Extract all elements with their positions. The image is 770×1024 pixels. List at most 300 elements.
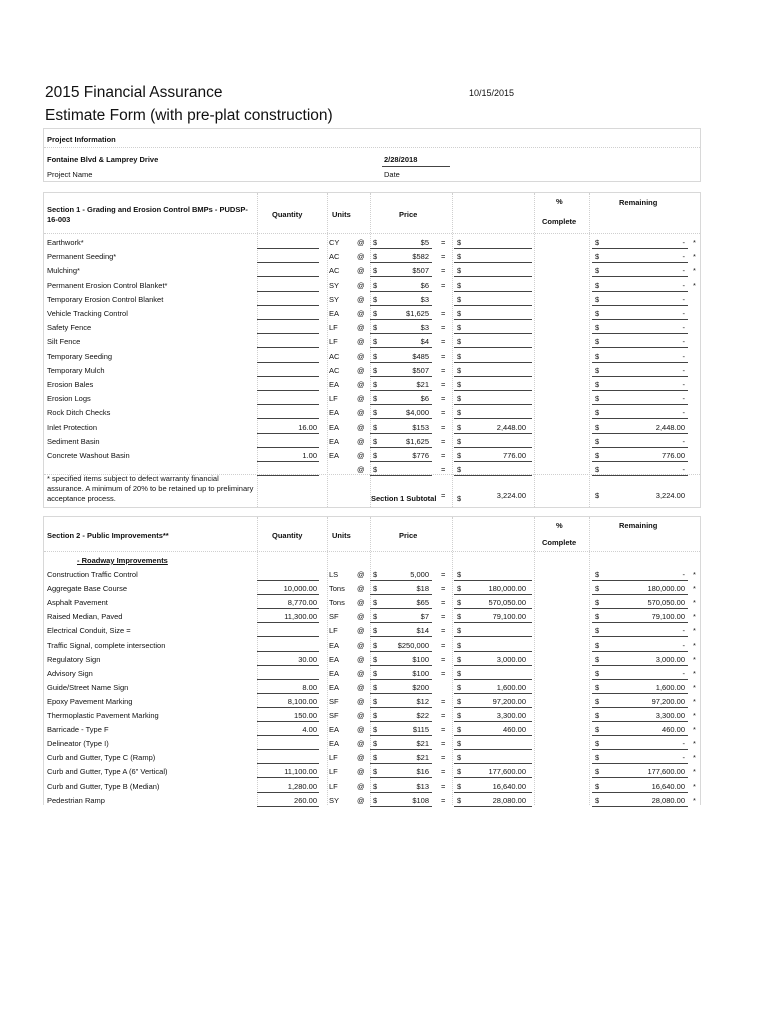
remaining-amount: -	[682, 238, 685, 247]
table-row	[44, 722, 700, 736]
remaining-dollar-sign: $	[595, 612, 600, 622]
line-total: 28,080.00	[492, 795, 526, 805]
total-dollar-sign: $	[457, 280, 462, 290]
unit-label: LF	[329, 781, 338, 791]
section-1-price-header: Price	[399, 210, 418, 219]
table-row	[44, 736, 700, 750]
underline	[454, 806, 532, 807]
equals-sign: =	[441, 725, 446, 735]
underline	[592, 806, 688, 807]
remaining-amount: -	[682, 394, 685, 404]
unit-price: $6	[420, 280, 429, 290]
unit-price: 5,000	[410, 570, 429, 579]
section-1-remaining-header: Remaining	[619, 198, 658, 207]
unit-price: $21	[416, 380, 429, 389]
remaining-amount: 97,200.00	[651, 696, 685, 706]
equals-sign: =	[441, 309, 446, 318]
at-symbol: @	[357, 640, 365, 650]
warranty-asterisk: *	[693, 753, 696, 763]
line-item-name: Thermoplastic Pavement Marking	[47, 711, 159, 720]
project-date-value[interactable]: 2/28/2018	[384, 155, 418, 164]
total-dollar-sign: $	[457, 739, 462, 749]
equals-sign: =	[441, 584, 446, 594]
remaining-dollar-sign: $	[595, 394, 600, 404]
unit-label: AC	[329, 252, 340, 262]
warranty-asterisk: *	[693, 654, 696, 664]
line-item-name: Traffic Signal, complete intersection	[47, 640, 166, 650]
equals-sign: =	[441, 739, 446, 749]
price-dollar-sign: $	[373, 238, 378, 247]
underline	[454, 475, 532, 476]
remaining-amount: -	[682, 753, 685, 763]
total-dollar-sign: $	[457, 294, 462, 304]
unit-price: $100	[412, 654, 429, 664]
table-row	[44, 334, 700, 348]
table-row	[44, 764, 700, 778]
price-dollar-sign: $	[373, 451, 378, 460]
section-2-percent-header: %	[556, 521, 563, 530]
project-name-value[interactable]: Fontaine Blvd & Lamprey Drive	[47, 155, 159, 164]
line-total: 460.00	[503, 725, 526, 735]
remaining-dollar-sign: $	[595, 795, 600, 805]
quantity-field[interactable]: 16.00	[298, 422, 317, 432]
total-dollar-sign: $	[457, 668, 462, 678]
remaining-dollar-sign: $	[595, 252, 600, 262]
remaining-dollar-sign: $	[595, 365, 600, 375]
at-symbol: @	[357, 668, 365, 678]
table-row	[44, 405, 700, 419]
price-dollar-sign: $	[373, 696, 378, 706]
line-item-name: Temporary Mulch	[47, 365, 105, 375]
table-row	[44, 235, 700, 249]
total-dollar-sign: $	[457, 584, 462, 594]
section-1-quantity-header: Quantity	[272, 210, 303, 219]
total-dollar-sign: $	[457, 640, 462, 650]
total-dollar-sign: $	[457, 465, 462, 475]
total-dollar-sign: $	[457, 252, 462, 262]
underline	[370, 806, 432, 807]
price-dollar-sign: $	[373, 351, 378, 361]
underline	[257, 475, 319, 476]
total-dollar-sign: $	[457, 682, 462, 692]
price-dollar-sign: $	[373, 612, 378, 622]
total-dollar-sign: $	[457, 408, 462, 418]
line-item-name: Advisory Sign	[47, 668, 93, 678]
at-symbol: @	[357, 266, 365, 276]
remaining-dollar-sign: $	[595, 337, 600, 347]
equals-sign: =	[441, 266, 446, 276]
line-item-name: Silt Fence	[47, 337, 81, 347]
unit-price: $12	[416, 696, 429, 706]
at-symbol: @	[357, 351, 365, 361]
price-dollar-sign: $	[373, 654, 378, 664]
table-row	[44, 595, 700, 609]
remaining-dollar-sign: $	[595, 696, 600, 706]
equals-sign: =	[441, 280, 446, 290]
table-row	[44, 377, 700, 391]
section-1-complete-header: Complete	[542, 217, 577, 226]
at-symbol: @	[357, 584, 365, 594]
total-dollar-sign: $	[457, 612, 462, 622]
at-symbol: @	[357, 739, 365, 749]
line-item-name: Sediment Basin	[47, 436, 100, 446]
table-row	[44, 638, 700, 652]
line-item-name: Inlet Protection	[47, 422, 98, 432]
line-total: 3,300.00	[496, 711, 526, 720]
table-row	[44, 363, 700, 377]
total-dollar-sign: $	[457, 753, 462, 763]
line-item-name: Safety Fence	[47, 323, 92, 333]
warranty-asterisk: *	[693, 266, 696, 276]
section-1-subtotal-remaining: 3,224.00	[655, 491, 685, 500]
remaining-amount: 460.00	[662, 725, 685, 735]
section-1-note: * specified items subject to defect warranty financial assurance. A minimum of 20% to be retained up to preliminary acceptance process.	[47, 474, 254, 503]
line-item-name: Asphalt Pavement	[47, 598, 108, 608]
section-2-complete-header: Complete	[542, 538, 577, 547]
quantity-field[interactable]: 260.00	[294, 795, 317, 805]
unit-price: $200	[412, 682, 429, 692]
price-dollar-sign: $	[373, 337, 378, 347]
table-row	[44, 434, 700, 448]
table-row	[44, 263, 700, 277]
table-row	[44, 448, 700, 462]
remaining-dollar-sign: $	[595, 451, 600, 460]
line-item-name: Concrete Washout Basin	[47, 451, 130, 460]
price-dollar-sign: $	[373, 767, 378, 777]
unit-price: $22	[416, 711, 429, 720]
equals-sign: =	[441, 408, 446, 418]
remaining-dollar-sign: $	[595, 380, 600, 389]
remaining-dollar-sign: $	[595, 238, 600, 247]
table-row	[44, 278, 700, 292]
unit-price: $21	[416, 739, 429, 749]
at-symbol: @	[357, 380, 365, 389]
quantity-field[interactable]: 11,100.00	[284, 767, 317, 777]
total-dollar-sign: $	[457, 323, 462, 333]
quantity-field[interactable]: 8.00	[302, 682, 317, 692]
line-total: 2,448.00	[496, 422, 526, 432]
quantity-field[interactable]: 1,280.00	[287, 781, 317, 791]
price-dollar-sign: $	[373, 252, 378, 262]
unit-price: $18	[416, 584, 429, 594]
section-1-title: Section 1 - Grading and Erosion Control BMPs - PUDSP-16-003	[47, 205, 248, 224]
unit-label: AC	[329, 351, 340, 361]
quantity-field[interactable]: 8,100.00	[287, 696, 317, 706]
equals-sign: =	[441, 753, 446, 763]
total-dollar-sign: $	[457, 781, 462, 791]
equals-sign: =	[441, 252, 446, 262]
unit-price: $776	[412, 451, 429, 460]
unit-label: EA	[329, 739, 340, 749]
unit-price: $507	[412, 365, 429, 375]
remaining-amount: 16,640.00	[651, 781, 685, 791]
remaining-dollar-sign: $	[595, 408, 600, 418]
at-symbol: @	[357, 725, 365, 735]
warranty-asterisk: *	[693, 238, 696, 247]
equals-sign: =	[441, 795, 446, 805]
equals-sign: =	[441, 696, 446, 706]
unit-price: $115	[412, 725, 429, 735]
remaining-amount: -	[682, 380, 685, 389]
unit-label: CY	[329, 238, 340, 247]
unit-price: $4	[420, 337, 429, 347]
equals-sign: =	[441, 451, 446, 460]
line-item-name: Mulching*	[47, 266, 80, 276]
at-symbol: @	[357, 465, 365, 475]
total-dollar-sign: $	[457, 436, 462, 446]
price-dollar-sign: $	[373, 422, 378, 432]
section-1-percent-header: %	[556, 197, 563, 206]
line-total: 79,100.00	[492, 612, 526, 622]
at-symbol: @	[357, 280, 365, 290]
at-symbol: @	[357, 598, 365, 608]
unit-price: $4,000	[406, 408, 429, 418]
warranty-asterisk: *	[693, 725, 696, 735]
remaining-amount: -	[682, 668, 685, 678]
remaining-amount: 79,100.00	[651, 612, 685, 622]
remaining-amount: 3,000.00	[655, 654, 685, 664]
total-dollar-sign: $	[457, 365, 462, 375]
unit-label: EA	[329, 640, 340, 650]
remaining-amount: -	[682, 365, 685, 375]
project-date-label: Date	[384, 170, 400, 179]
section-2-quantity-header: Quantity	[272, 531, 303, 540]
unit-price: $16	[416, 767, 429, 777]
quantity-field[interactable]: 8,770.00	[287, 598, 317, 608]
equals-sign: =	[441, 640, 446, 650]
warranty-asterisk: *	[693, 781, 696, 791]
line-item-name: Delineator (Type I)	[47, 739, 109, 749]
at-symbol: @	[357, 436, 365, 446]
table-row	[44, 581, 700, 595]
remaining-amount: -	[682, 323, 685, 333]
warranty-asterisk: *	[693, 668, 696, 678]
remaining-amount: -	[682, 739, 685, 749]
quantity-field[interactable]: 4.00	[302, 725, 317, 735]
remaining-dollar-sign: $	[595, 323, 600, 333]
line-total: 776.00	[503, 451, 526, 460]
equals-sign: =	[441, 436, 446, 446]
underline	[370, 475, 432, 476]
warranty-asterisk: *	[693, 612, 696, 622]
remaining-dollar-sign: $	[595, 294, 600, 304]
equals-sign: =	[441, 323, 446, 333]
warranty-asterisk: *	[693, 598, 696, 608]
unit-label: Tons	[329, 598, 345, 608]
warranty-asterisk: *	[693, 570, 696, 579]
price-dollar-sign: $	[373, 640, 378, 650]
equals-sign: =	[441, 654, 446, 664]
line-item-name: Curb and Gutter, Type A (6" Vertical)	[47, 767, 168, 777]
price-dollar-sign: $	[373, 682, 378, 692]
form-title-line2: Estimate Form (with pre-plat construction)	[45, 107, 333, 124]
at-symbol: @	[357, 682, 365, 692]
line-item-name: Curb and Gutter, Type C (Ramp)	[47, 753, 156, 763]
form-version-date: 10/15/2015	[469, 88, 515, 98]
unit-price: $6	[420, 394, 429, 404]
section-2-title: Section 2 - Public Improvements**	[47, 531, 169, 540]
remaining-dollar-sign: $	[595, 422, 600, 432]
equals-sign: =	[441, 465, 446, 475]
remaining-amount: 776.00	[662, 451, 685, 460]
warranty-asterisk: *	[693, 584, 696, 594]
line-total: 177,600.00	[488, 767, 526, 777]
remaining-dollar-sign: $	[595, 640, 600, 650]
at-symbol: @	[357, 451, 365, 460]
remaining-amount: -	[682, 294, 685, 304]
unit-price: $65	[416, 598, 429, 608]
line-item-name: Temporary Erosion Control Blanket	[47, 294, 164, 304]
unit-label: EA	[329, 422, 340, 432]
remaining-dollar-sign: $	[595, 465, 600, 475]
quantity-field[interactable]: 150.00	[294, 711, 317, 720]
total-dollar-sign: $	[457, 767, 462, 777]
table-row	[44, 320, 700, 334]
at-symbol: @	[357, 394, 365, 404]
total-dollar-sign: $	[457, 570, 462, 579]
price-dollar-sign: $	[373, 394, 378, 404]
table-row	[44, 750, 700, 764]
equals-sign: =	[441, 711, 446, 720]
remaining-amount: -	[682, 570, 685, 579]
equals-sign: =	[441, 394, 446, 404]
warranty-asterisk: *	[693, 739, 696, 749]
unit-price: $100	[412, 668, 429, 678]
unit-label: EA	[329, 380, 340, 389]
remaining-dollar-sign: $	[595, 626, 600, 636]
remaining-amount: 570,050.00	[647, 598, 685, 608]
total-dollar-sign: $	[457, 711, 462, 720]
line-item-name: Barricade - Type F	[47, 725, 109, 735]
line-item-name: Aggregate Base Course	[47, 584, 128, 594]
remaining-dollar-sign: $	[595, 570, 600, 579]
unit-price: $108	[412, 795, 429, 805]
warranty-asterisk: *	[693, 280, 696, 290]
equals-sign: =	[441, 668, 446, 678]
total-dollar-sign: $	[457, 337, 462, 347]
section-1-subtotal-equals: =	[441, 491, 446, 500]
quantity-field[interactable]: 11,300.00	[284, 612, 317, 622]
remaining-amount: 28,080.00	[651, 795, 685, 805]
line-total: 570,050.00	[488, 598, 526, 608]
unit-label: EA	[329, 668, 340, 678]
price-dollar-sign: $	[373, 795, 378, 805]
line-item-name: Earthwork*	[47, 238, 84, 247]
project-name-label: Project Name	[47, 170, 93, 179]
remaining-dollar-sign: $	[595, 767, 600, 777]
price-dollar-sign: $	[373, 465, 378, 475]
equals-sign: =	[441, 767, 446, 777]
unit-label: EA	[329, 654, 340, 664]
remaining-amount: 3,300.00	[655, 711, 685, 720]
unit-label: EA	[329, 309, 340, 318]
remaining-amount: -	[682, 252, 685, 262]
total-dollar-sign: $	[457, 380, 462, 389]
price-dollar-sign: $	[373, 408, 378, 418]
quantity-field[interactable]: 30.00	[298, 654, 317, 664]
remaining-amount: -	[682, 280, 685, 290]
price-dollar-sign: $	[373, 668, 378, 678]
remaining-dollar-sign: $	[595, 654, 600, 664]
total-dollar-sign: $	[457, 795, 462, 805]
section-2-units-header: Units	[332, 531, 351, 540]
form-title-line1: 2015 Financial Assurance	[45, 84, 223, 101]
remaining-dollar-sign: $	[595, 598, 600, 608]
unit-label: LF	[329, 626, 338, 636]
remaining-amount: -	[682, 337, 685, 347]
at-symbol: @	[357, 612, 365, 622]
at-symbol: @	[357, 767, 365, 777]
remaining-dollar-sign: $	[595, 668, 600, 678]
at-symbol: @	[357, 781, 365, 791]
price-dollar-sign: $	[373, 781, 378, 791]
warranty-asterisk: *	[693, 696, 696, 706]
quantity-field[interactable]: 10,000.00	[283, 584, 317, 594]
table-row	[44, 306, 700, 320]
remaining-amount: 1,600.00	[655, 682, 685, 692]
remaining-dollar-sign: $	[595, 739, 600, 749]
price-dollar-sign: $	[373, 266, 378, 276]
remaining-amount: -	[682, 436, 685, 446]
total-dollar-sign: $	[457, 598, 462, 608]
at-symbol: @	[357, 753, 365, 763]
total-dollar-sign: $	[457, 451, 462, 460]
at-symbol: @	[357, 696, 365, 706]
project-info-heading: Project Information	[47, 135, 116, 144]
at-symbol: @	[357, 626, 365, 636]
equals-sign: =	[441, 238, 446, 247]
at-symbol: @	[357, 711, 365, 720]
line-item-name: Guide/Street Name Sign	[47, 682, 129, 692]
unit-label: SY	[329, 795, 340, 805]
table-row	[44, 609, 700, 623]
unit-label: EA	[329, 682, 340, 692]
unit-price: $1,625	[406, 309, 429, 318]
section-1-subtotal-remaining-dollar: $	[595, 491, 600, 500]
remaining-dollar-sign: $	[595, 351, 600, 361]
line-item-name: Curb and Gutter, Type B (Median)	[47, 781, 160, 791]
line-item-name: Rock Ditch Checks	[47, 408, 111, 418]
price-dollar-sign: $	[373, 711, 378, 720]
warranty-asterisk: *	[693, 795, 696, 805]
at-symbol: @	[357, 654, 365, 664]
price-dollar-sign: $	[373, 753, 378, 763]
remaining-amount: -	[682, 309, 685, 318]
price-dollar-sign: $	[373, 725, 378, 735]
price-dollar-sign: $	[373, 436, 378, 446]
section-1-subtotal-total: 3,224.00	[496, 491, 526, 500]
equals-sign: =	[441, 422, 446, 432]
line-item-name: Permanent Seeding*	[47, 252, 117, 262]
remaining-dollar-sign: $	[595, 266, 600, 276]
remaining-dollar-sign: $	[595, 436, 600, 446]
unit-price: $3	[420, 294, 429, 304]
at-symbol: @	[357, 365, 365, 375]
table-row	[44, 249, 700, 263]
unit-price: $7	[420, 612, 429, 622]
table-row	[44, 793, 700, 807]
total-dollar-sign: $	[457, 266, 462, 276]
unit-label: Tons	[329, 584, 345, 594]
warranty-asterisk: *	[693, 252, 696, 262]
unit-label: EA	[329, 725, 340, 735]
remaining-amount: 2,448.00	[655, 422, 685, 432]
line-item-name: Regulatory Sign	[47, 654, 101, 664]
quantity-field[interactable]: 1.00	[302, 451, 317, 460]
price-dollar-sign: $	[373, 365, 378, 375]
section-1-subtotal-dollar: $	[457, 494, 462, 503]
unit-label: SF	[329, 696, 339, 706]
